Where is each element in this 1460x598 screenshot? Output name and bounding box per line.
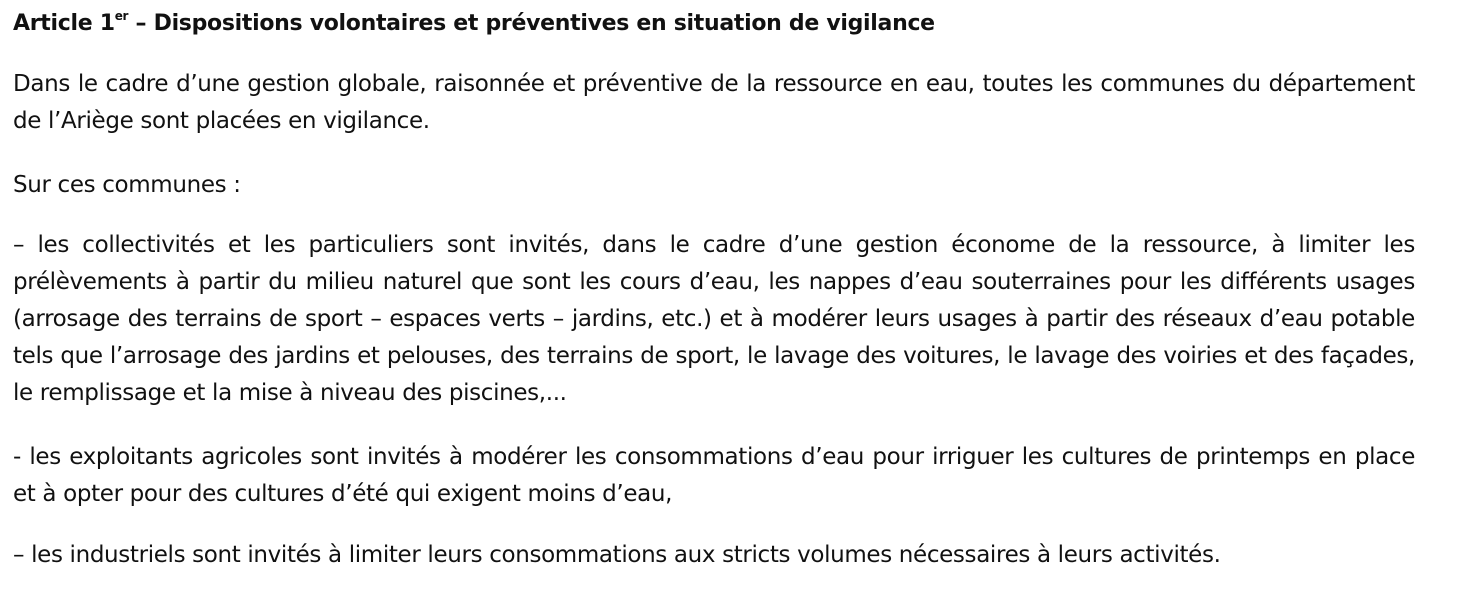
paragraph-industriels: – les industriels sont invités à limiter leurs consommations aux stricts volumes nécessaires à leurs activités. <box>13 542 1221 568</box>
article-heading <box>13 8 1415 40</box>
paragraph-communes-lead: Sur ces communes : <box>13 172 241 198</box>
article-heading-main: Article 1 <box>13 11 115 36</box>
article-heading-title: – Dispositions volontaires et préventives en situation de vigilance <box>128 11 935 36</box>
paragraph-agricoles: - les exploitants agricoles sont invités à modérer les consommations d’eau pour irriguer les cultures de printemps en place et à opter pour des cultures d’été qui exigent moins d’eau, <box>13 444 1415 507</box>
paragraph-intro: Dans le cadre d’une gestion globale, raisonnée et préventive de la ressource en eau, toutes les communes du département de l’Ariège sont placées en vigilance. <box>13 71 1415 134</box>
paragraph-collectivites: – les collectivités et les particuliers sont invités, dans le cadre d’une gestion économe de la ressource, à limiter les prélèvements à partir du milieu naturel que sont les cours d’eau, les nappes d’eau souterraines pour les différents usages (arrosage des terrains de sport – espaces verts – jardins, etc.) et à modérer leurs usages à partir des réseaux d’eau potable tels que l’arrosage des jardins et pelouses, des terrains de sport, le lavage des voitures, le lavage des voiries et des façades, le remplissage et la mise à niveau des piscines,... <box>13 232 1415 406</box>
article-heading-superscript: er <box>114 8 129 23</box>
